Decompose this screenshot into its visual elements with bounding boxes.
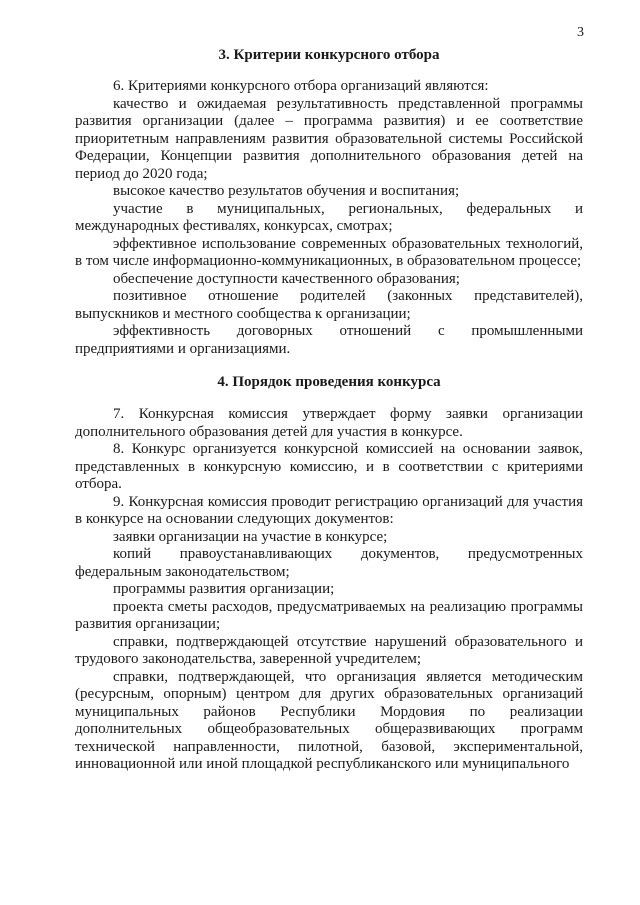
document-content [75, 46, 583, 774]
paragraph: 8. Конкурс организуется конкурсной комиссией на основании заявок, представленных в конкурсную комиссию, и в соответствии с критериями отбора. [75, 441, 583, 492]
paragraph: участие в муниципальных, региональных, федеральных и международных фестивалях, конкурсах, смотрах; [75, 200, 583, 234]
section-criteria [75, 46, 583, 358]
paragraph: высокое качество результатов обучения и воспитания; [113, 183, 460, 199]
paragraph: 9. Конкурсная комиссия проводит регистрацию организаций для участия в конкурсе на основании следующих документов: [75, 493, 583, 527]
paragraph: 6. Критериями конкурсного отбора организаций являются: [113, 78, 489, 94]
paragraph: проекта сметы расходов, предусматриваемых на реализацию программы развития организации; [75, 598, 583, 632]
section-procedure [75, 373, 583, 774]
paragraph: 7. Конкурсная комиссия утверждает форму заявки организации дополнительного образования детей для участия в конкурсе. [75, 406, 583, 440]
paragraph: эффективность договорных отношений с промышленными предприятиями и организациями. [75, 323, 583, 357]
page-number: 3 [577, 25, 584, 40]
paragraph: справки, подтверждающей отсутствие нарушений образовательного и трудового законодательства, заверенной учредителем; [75, 633, 583, 667]
paragraph: программы развития организации; [113, 581, 335, 597]
paragraph: эффективное использование современных образовательных технологий, в том числе информационно-коммуникационных, в образовательном процессе; [75, 235, 583, 269]
paragraph: обеспечение доступности качественного образования; [113, 270, 460, 287]
paragraph: копий правоустанавливающих документов, предусмотренных федеральным законодательством; [75, 546, 583, 580]
section-title-procedure: 4. Порядок проведения конкурса [217, 374, 441, 390]
paragraph: качество и ожидаемая результативность представленной программы развития организации (далее – программа развития) и ее соответствие приоритетным направлениям развития образовательной системы Российской Федерации, Концепции развития дополнительного образования детей на период до 2020 года; [75, 95, 583, 182]
paragraph: позитивное отношение родителей (законных представителей), выпускников и местного сообщества к организации; [75, 288, 583, 322]
paragraph: заявки организации на участие в конкурсе; [113, 528, 388, 545]
paragraph: справки, подтверждающей, что организация является методическим (ресурсным, опорным) центром для других образовательных организаций муниципальных районов Республики Мордовия по реализации дополнительных общеобразовательных общеразвивающих программ технической направленности, пилотной, базовой, экспериментальной, инновационной или иной площадкой республиканского или муниципального [75, 668, 583, 772]
section-title-criteria: 3. Критерии конкурсного отбора [218, 47, 440, 63]
